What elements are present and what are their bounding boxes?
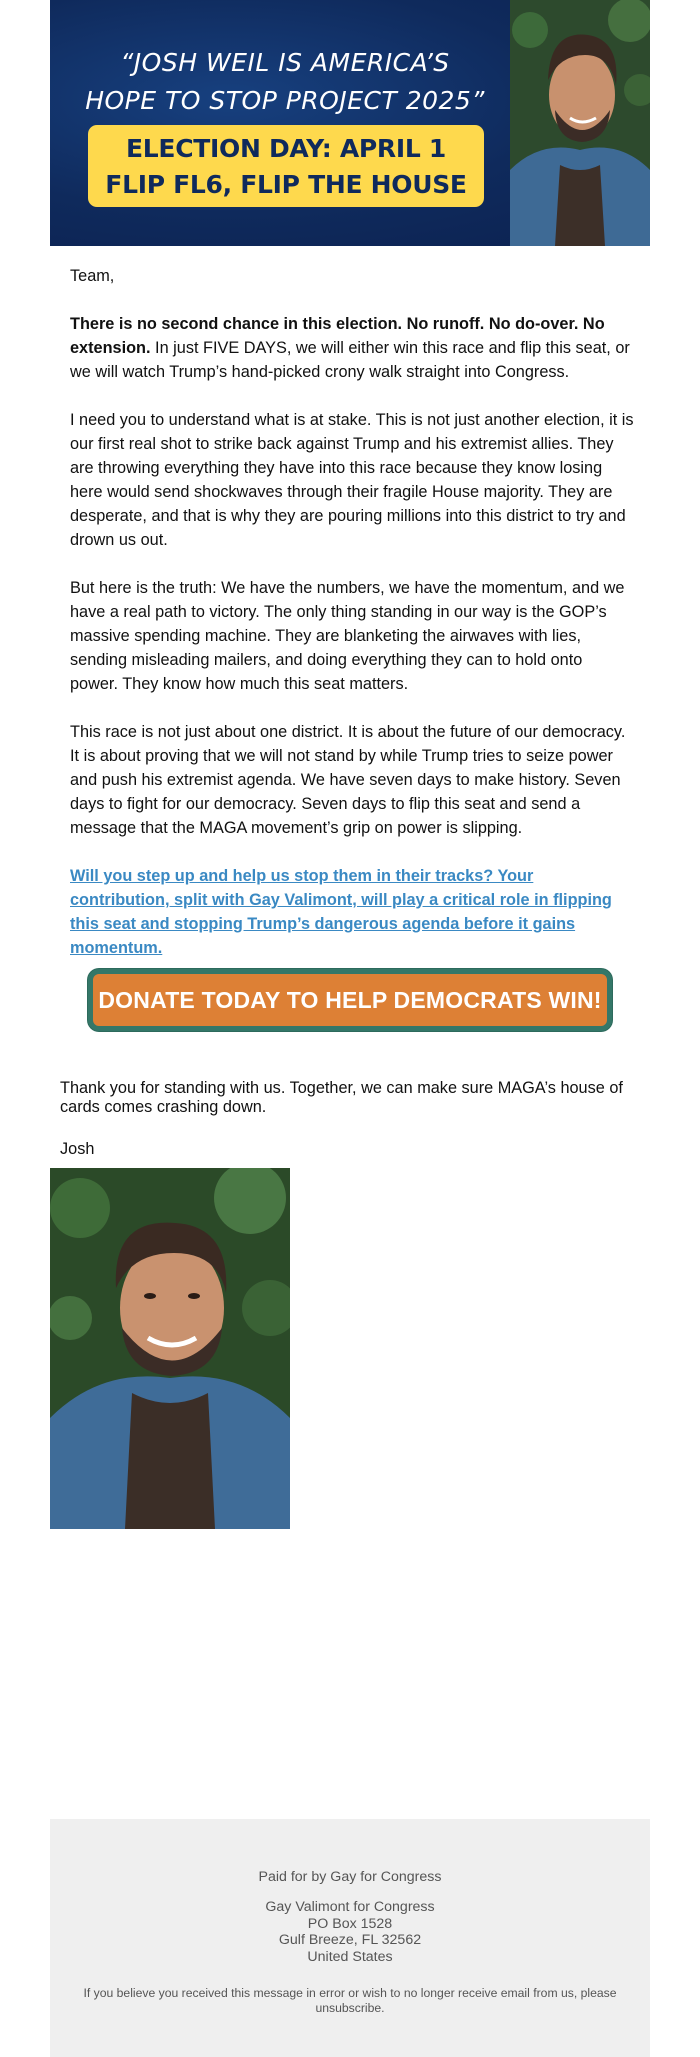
signature: Josh bbox=[60, 1140, 95, 1158]
org-name: Gay Valimont for Congress bbox=[265, 1899, 435, 1915]
paragraph-2: I need you to understand what is at stake. This is not just another election, it is our first real shot to strike back against Trump and his extremist allies. They are throwing everything they have into this race because they know losing here would send shockwaves through their fragile House majority. They are desperate, and that is why they are pouring millions into this district to try and drown us out. bbox=[70, 411, 634, 549]
paragraph-3: But here is the truth: We have the numbers, we have the momentum, and we have a real path to victory. The only thing standing in our way is the GOP’s massive spending machine. They are blanketing the airwaves with lies, sending misleading mailers, and doing everything they can to hold onto power. They know how much this seat matters. bbox=[70, 579, 625, 693]
candidate-portrait bbox=[50, 1168, 290, 1529]
city-state-zip: Gulf Breeze, FL 32562 bbox=[278, 1932, 422, 1949]
closing-text: Thank you for standing with us. Together, we can make sure MAGA’s house of cards comes crashing down. bbox=[60, 1079, 623, 1116]
unsubscribe-notice[interactable]: If you believe you received this message in error or wish to no longer receive email from us, please unsubscribe. bbox=[83, 1986, 617, 2015]
election-day-line1: ELECTION DAY: APRIL 1 bbox=[126, 134, 446, 163]
paragraph-1 bbox=[70, 312, 634, 384]
greeting: Team, bbox=[70, 267, 115, 285]
election-day-box bbox=[88, 125, 484, 207]
hero-banner[interactable] bbox=[50, 0, 650, 246]
paid-for-disclaimer: Paid for by Gay for Congress bbox=[258, 1869, 442, 1885]
donate-button[interactable]: DONATE TODAY TO HELP DEMOCRATS WIN! bbox=[88, 969, 612, 1031]
po-box: PO Box 1528 bbox=[307, 1915, 393, 1932]
cta-paragraph bbox=[70, 864, 634, 960]
hero-quote bbox=[50, 44, 520, 120]
mailing-address bbox=[50, 1899, 650, 1965]
hero-candidate-photo bbox=[510, 0, 650, 246]
country: United States bbox=[307, 1948, 393, 1965]
hero-quote-line2: HOPE TO STOP PROJECT 2025” bbox=[85, 86, 485, 115]
paragraph-1-bold: There is no second chance in this election. No runoff. No do-over. No extension. bbox=[70, 315, 605, 357]
election-day-line2: FLIP FL6, FLIP THE HOUSE bbox=[105, 170, 467, 199]
hero-quote-line1: “JOSH WEIL IS AMERICA’S bbox=[120, 48, 450, 77]
paragraph-4: This race is not just about one district. It is about the future of our democracy. It is about proving that we will not stand by while Trump tries to seize power and push his extremist agenda. We have seven days to make history. Seven days to fight for our democracy. Seven days to flip this seat and send a message that the MAGA movement’s grip on power is slipping. bbox=[70, 723, 626, 837]
email-body bbox=[70, 264, 634, 984]
paragraph-1-rest: In just FIVE DAYS, we will either win this race and flip this seat, or we will watch Trump’s hand-picked crony walk straight into Congress. bbox=[70, 339, 630, 381]
contribution-link[interactable]: Will you step up and help us stop them in their tracks? Your contribution, split with Gay Valimont, will play a critical role in flipping this seat and stopping Trump’s dangerous agenda before it gains momentum. bbox=[70, 867, 612, 957]
footer bbox=[50, 1819, 650, 2057]
